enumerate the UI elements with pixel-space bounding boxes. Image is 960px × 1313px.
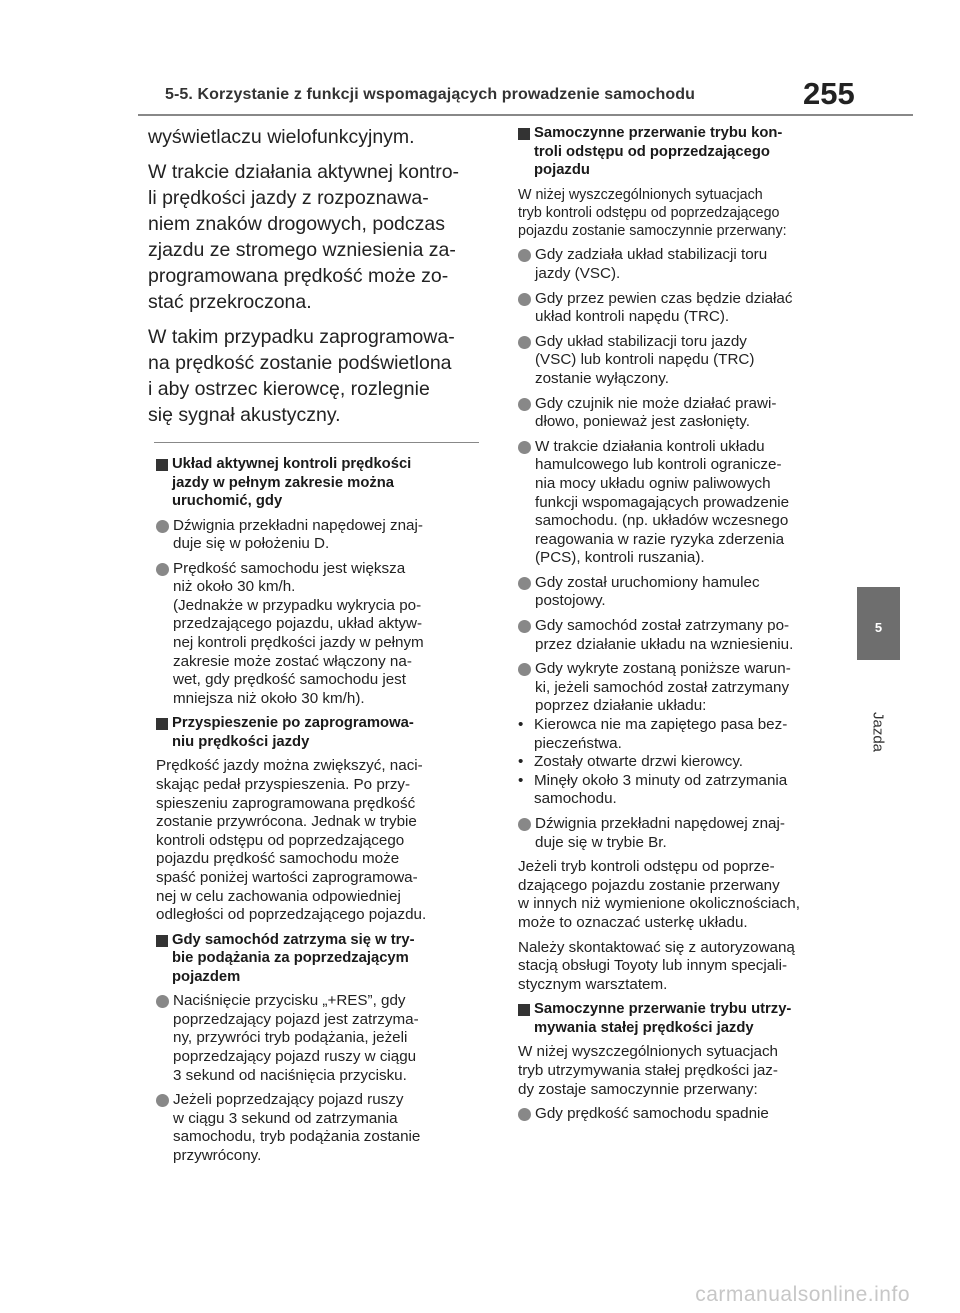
body-paragraph: W niżej wyszczególnionych sytuacjach tryb kontroli odstępu od poprzedzającego pojazdu zostanie samoczynnie przerwany:	[518, 186, 787, 240]
intro-paragraph: wyświetlaczu wielofunkcyjnym.	[148, 126, 415, 148]
sublist-item-text: Minęły około 3 minuty od zatrzymania samochodu.	[534, 771, 788, 808]
section-title: 5-5. Korzystanie z funkcji wspomagających prowadzenie samochodu	[165, 86, 695, 103]
list-item	[518, 290, 835, 327]
sublist-item	[518, 716, 835, 753]
circle-bullet-icon	[518, 577, 531, 590]
circle-bullet-icon	[518, 398, 531, 411]
chapter-label: Jazda	[869, 711, 887, 753]
list-item-text: Gdy przez pewien czas będzie działać układ kontroli napędu (TRC).	[535, 289, 793, 326]
list-item	[518, 1105, 835, 1124]
circle-bullet-icon	[156, 520, 169, 533]
list-item-text: Gdy wykryte zostaną poniższe warun- ki, jeżeli samochód został zatrzymany poprzez działanie układu:	[535, 660, 791, 715]
circle-bullet-icon	[518, 663, 531, 676]
condition-sublist	[518, 716, 835, 809]
heading-text: Samoczynne przerwanie trybu kon- troli odstępu od poprzedzającego pojazdu	[534, 125, 783, 178]
list-item	[518, 246, 835, 283]
chapter-tab	[857, 587, 900, 660]
circle-bullet-icon	[156, 563, 169, 576]
heading-text: Gdy samochód zatrzyma się w try- bie podążania za poprzedzającym pojazdem	[172, 931, 415, 985]
dot-bullet-icon: •	[518, 753, 524, 771]
heading-text: Samoczynne przerwanie trybu utrzy- mywania stałej prędkości jazdy	[534, 1001, 792, 1036]
sublist-item	[518, 753, 835, 772]
list-item	[156, 1091, 478, 1165]
sublist-item-text: Zostały otwarte drzwi kierowcy.	[534, 753, 744, 771]
list-item	[518, 574, 835, 611]
list-item	[156, 560, 478, 709]
list-item	[518, 438, 835, 568]
sublist-item	[518, 772, 835, 809]
circle-bullet-icon	[518, 249, 531, 262]
list-item-text: Gdy układ stabilizacji toru jazdy (VSC) lub kontroli napędu (TRC) zostanie wyłączony.	[535, 332, 755, 387]
sublist-item-text: Kierowca nie ma zapiętego pasa bez- pieczeństwa.	[534, 716, 788, 752]
square-bullet-icon	[156, 459, 168, 471]
chapter-number: 5	[874, 620, 883, 635]
heading-text: Układ aktywnej kontroli prędkości jazdy w pełnym zakresie można uruchomić, gdy	[172, 456, 412, 509]
list-item-text: W trakcie działania kontroli układu hamulcowego lub kontroli ogranicze- nia mocy układu ogniw paliwowych funkcji wspomagających prowadzenie samochodu. (np. układów wczesnego reagowania w razie ryzyka zderzenia (PCS), kontroli ruszania).	[535, 437, 790, 567]
header-divider	[138, 114, 913, 116]
intro-paragraph: W trakcie działania aktywnej kontro- li prędkości jazdy z rozpoznawa- niem znaków drogowych, podczas zjazdu ze stromego wzniesienia za- programowana prędkość może zo- stać przekroczona.	[148, 161, 460, 313]
section-heading	[156, 455, 478, 511]
body-paragraph: W niżej wyszczególnionych sytuacjach tryb utrzymywania stałej prędkości jaz- dy zostaje samoczynnie przerwany:	[518, 1043, 778, 1098]
section-heading	[156, 714, 478, 751]
list-item	[518, 660, 835, 716]
intro-paragraph: W takim przypadku zaprogramowa- na prędkość zostanie podświetlona i aby ostrzec kierowcę, rozlegnie się sygnał akustyczny.	[148, 326, 455, 426]
list-item-text: Gdy czujnik nie może działać prawi- dłowo, ponieważ jest zasłonięty.	[535, 394, 777, 431]
square-bullet-icon	[156, 935, 168, 947]
circle-bullet-icon	[156, 995, 169, 1008]
square-bullet-icon	[156, 718, 168, 730]
list-item-text: Gdy prędkość samochodu spadnie	[535, 1105, 769, 1123]
square-bullet-icon	[518, 128, 530, 140]
list-item	[518, 395, 835, 432]
circle-bullet-icon	[518, 818, 531, 831]
page-header	[0, 0, 960, 120]
list-item	[156, 517, 478, 554]
circle-bullet-icon	[518, 336, 531, 349]
circle-bullet-icon	[518, 441, 531, 454]
list-item-text: Gdy samochód został zatrzymany po- przez działanie układu na wzniesieniu.	[535, 617, 794, 653]
circle-bullet-icon	[156, 1094, 169, 1107]
list-item-text: Naciśnięcie przycisku „+RES”, gdy poprzedzający pojazd jest zatrzyma- ny, przywróci tryb podążania, jeżeli poprzedzający pojazd ruszy w ciągu 3 sekund od naciśnięcia przycisku.	[173, 992, 419, 1084]
list-item	[156, 992, 478, 1085]
section-divider	[154, 442, 479, 443]
body-paragraph: Jeżeli tryb kontroli odstępu od poprze- dzającego pojazdu zostanie przerwany w innych niż wymienione okolicznościach, może to oznaczać usterkę układu.	[518, 858, 800, 931]
list-item-text: Prędkość samochodu jest większa niż około 30 km/h. (Jednakże w przypadku wykrycia po- przedzającego pojazdu, układ aktyw- nej kontroli prędkości jazdy w pełnym zakresie może zostać włączony na- wet, gdy prędkość samochodu jest mniejsza niż około 30 km/h).	[173, 559, 424, 707]
watermark: carmanualsonline.info	[695, 1283, 910, 1306]
dot-bullet-icon: •	[518, 716, 524, 734]
heading-text: Przyspieszenie po zaprogramowa- niu prędkości jazdy	[172, 715, 414, 750]
list-item	[518, 815, 835, 852]
left-column	[148, 124, 478, 1172]
body-paragraph: Prędkość jazdy można zwiększyć, naci- skając pedał przyspieszenia. Po przy- spieszeniu zaprogramowana prędkość zostanie przywrócona. Jednak w trybie kontroli odstępu od poprzedzającego pojazdu prędkość samochodu może spaść poniżej wartości zaprogramowa- nej w celu zachowania odpowiedniej odległości od poprzedzającego pojazdu.	[156, 757, 427, 924]
list-item-text: Dźwignia przekładni napędowej znaj- duje się w trybie Br.	[535, 815, 785, 851]
list-item-text: Gdy zadziała układ stabilizacji toru jazdy (VSC).	[535, 246, 768, 282]
square-bullet-icon	[518, 1004, 530, 1016]
dot-bullet-icon: •	[518, 771, 524, 789]
list-item-text: Dźwignia przekładni napędowej znaj- duje się w położeniu D.	[173, 516, 423, 553]
section-heading	[156, 931, 478, 987]
right-column	[510, 124, 835, 1130]
circle-bullet-icon	[518, 1108, 531, 1121]
section-heading	[518, 1000, 835, 1037]
list-item-text: Jeżeli poprzedzający pojazd ruszy w ciągu 3 sekund od zatrzymania samochodu, tryb podążania zostanie przywrócony.	[173, 1091, 421, 1165]
section-heading	[518, 124, 835, 180]
body-paragraph: Należy skontaktować się z autoryzowaną stacją obsługi Toyoty lub innym specjali- stycznym warsztatem.	[518, 938, 795, 993]
list-item	[518, 617, 835, 654]
list-item	[518, 333, 835, 389]
circle-bullet-icon	[518, 293, 531, 306]
list-item-text: Gdy został uruchomiony hamulec postojowy.	[535, 573, 760, 610]
circle-bullet-icon	[518, 620, 531, 633]
page-number: 255	[803, 76, 855, 111]
